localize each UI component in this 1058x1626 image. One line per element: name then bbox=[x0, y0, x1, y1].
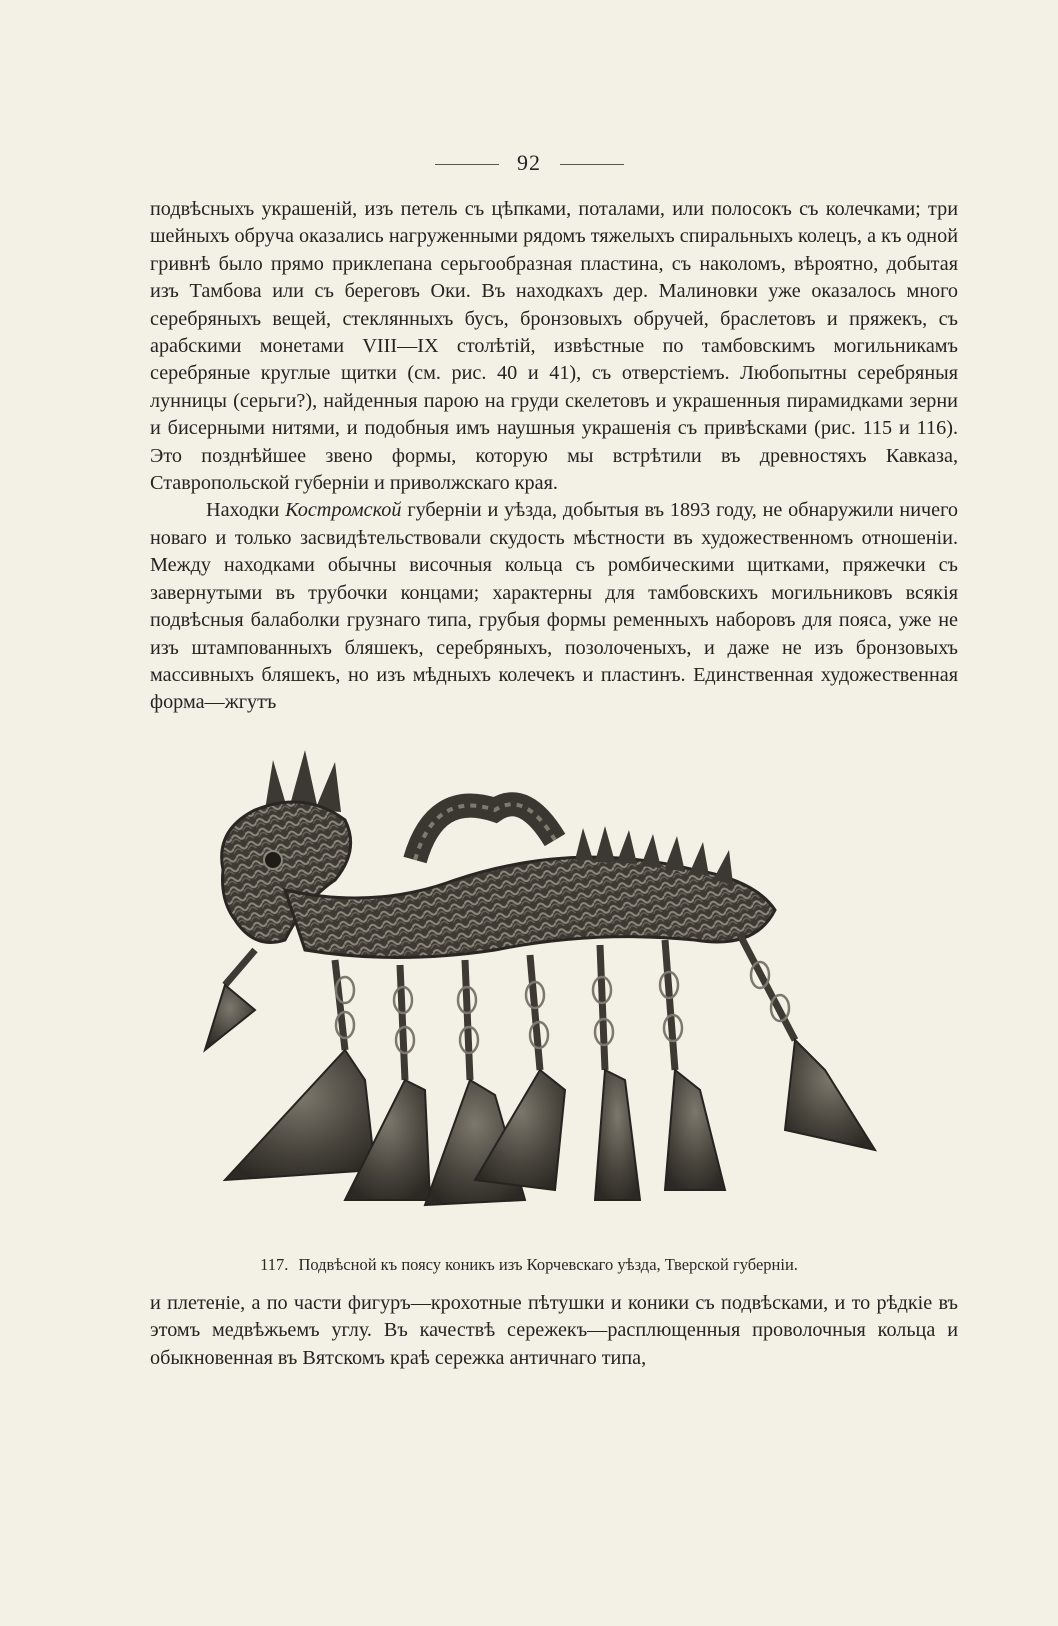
body-text-bottom bbox=[150, 1290, 958, 1372]
figure-caption bbox=[0, 1255, 1058, 1275]
paragraph-2-lead: Находки bbox=[206, 499, 286, 522]
paragraph-2-rest: губерніи и уѣзда, добытыя въ 1893 году, не обнаружили ничего новаго и только засвидѣтельствовали скудость мѣстности въ художественномъ отношеніи. Между находками обычны височныя кольца съ ромбическими щитками, пряжечки съ завернутыми въ трубочки концами; характерны для тамбовскихъ могильниковъ всякія подвѣсныя балаболки грузнаго типа, грубыя формы ременныхъ наборовъ для пояса, уже не изъ штампованныхъ бляшекъ, серебряныхъ, позолоченыхъ, и даже не изъ бронзовыхъ массивныхъ бляшекъ, но изъ мѣдныхъ колечекъ и пластинъ. Единственная художественная форма—жгутъ bbox=[150, 499, 958, 714]
paragraph-1: подвѣсныхъ украшеній, изъ петель съ цѣпками, поталами, или полосокъ съ колечками; три шейныхъ обруча оказались нагруженными рядомъ тяжелыхъ спиральныхъ колецъ, а къ одной гривнѣ было прямо приклепана серьгообразная пластина, съ наколомъ, вѣроятно, добытая изъ Тамбова или съ береговъ Оки. Въ находкахъ дер. Малиновки уже оказалось много серебряныхъ вещей, стеклянныхъ бусъ, бронзовыхъ обручей, браслетовъ и пряжекъ, съ арабскими монетами VIII—IX столѣтій, извѣстные по тамбовскимъ могильникамъ серебряные круглые щитки (см. рис. 40 и 41), съ отверстіемъ. Любопытны серебряныя лунницы (серьги?), найденныя парою на груди скелетовъ и украшенныя пирамидками зерни и бисерными нитями, и подобныя имъ наушныя украшенія съ привѣсками (рис. 115 и 116). Это позднѣйшее звено формы, которую мы встрѣтили въ древностяхъ Кавказа, Ставропольской губерніи и приволжскаго края. bbox=[150, 198, 958, 495]
paragraph-2 bbox=[150, 497, 958, 716]
header-rule-right bbox=[560, 164, 624, 165]
header-rule-left bbox=[435, 164, 499, 165]
page-header bbox=[0, 150, 1058, 176]
body-text-top bbox=[150, 196, 958, 717]
place-name-kostroma: Костромской bbox=[285, 499, 402, 522]
figure-number: 117. bbox=[260, 1255, 289, 1274]
paragraph-3: и плетеніе, а по части фигуръ—крохотные пѣтушки и коники съ подвѣсками, и то рѣдкіе въ этомъ медвѣжьемъ углу. Въ качествѣ сережекъ—расплющенныя проволочныя кольца и обыкновенная въ Вятскомъ краѣ сережка античнаго типа, bbox=[150, 1292, 958, 1369]
figure-caption-text: Подвѣсной къ поясу коникъ изъ Корчевскаго уѣзда, Тверской губерніи. bbox=[298, 1255, 798, 1274]
horse-back-loop bbox=[415, 804, 555, 860]
horse-eye bbox=[264, 851, 282, 869]
pendant-chains bbox=[225, 935, 795, 1080]
figure-horse-pendant-illustration bbox=[195, 750, 895, 1230]
page-number: 92 bbox=[517, 150, 541, 175]
